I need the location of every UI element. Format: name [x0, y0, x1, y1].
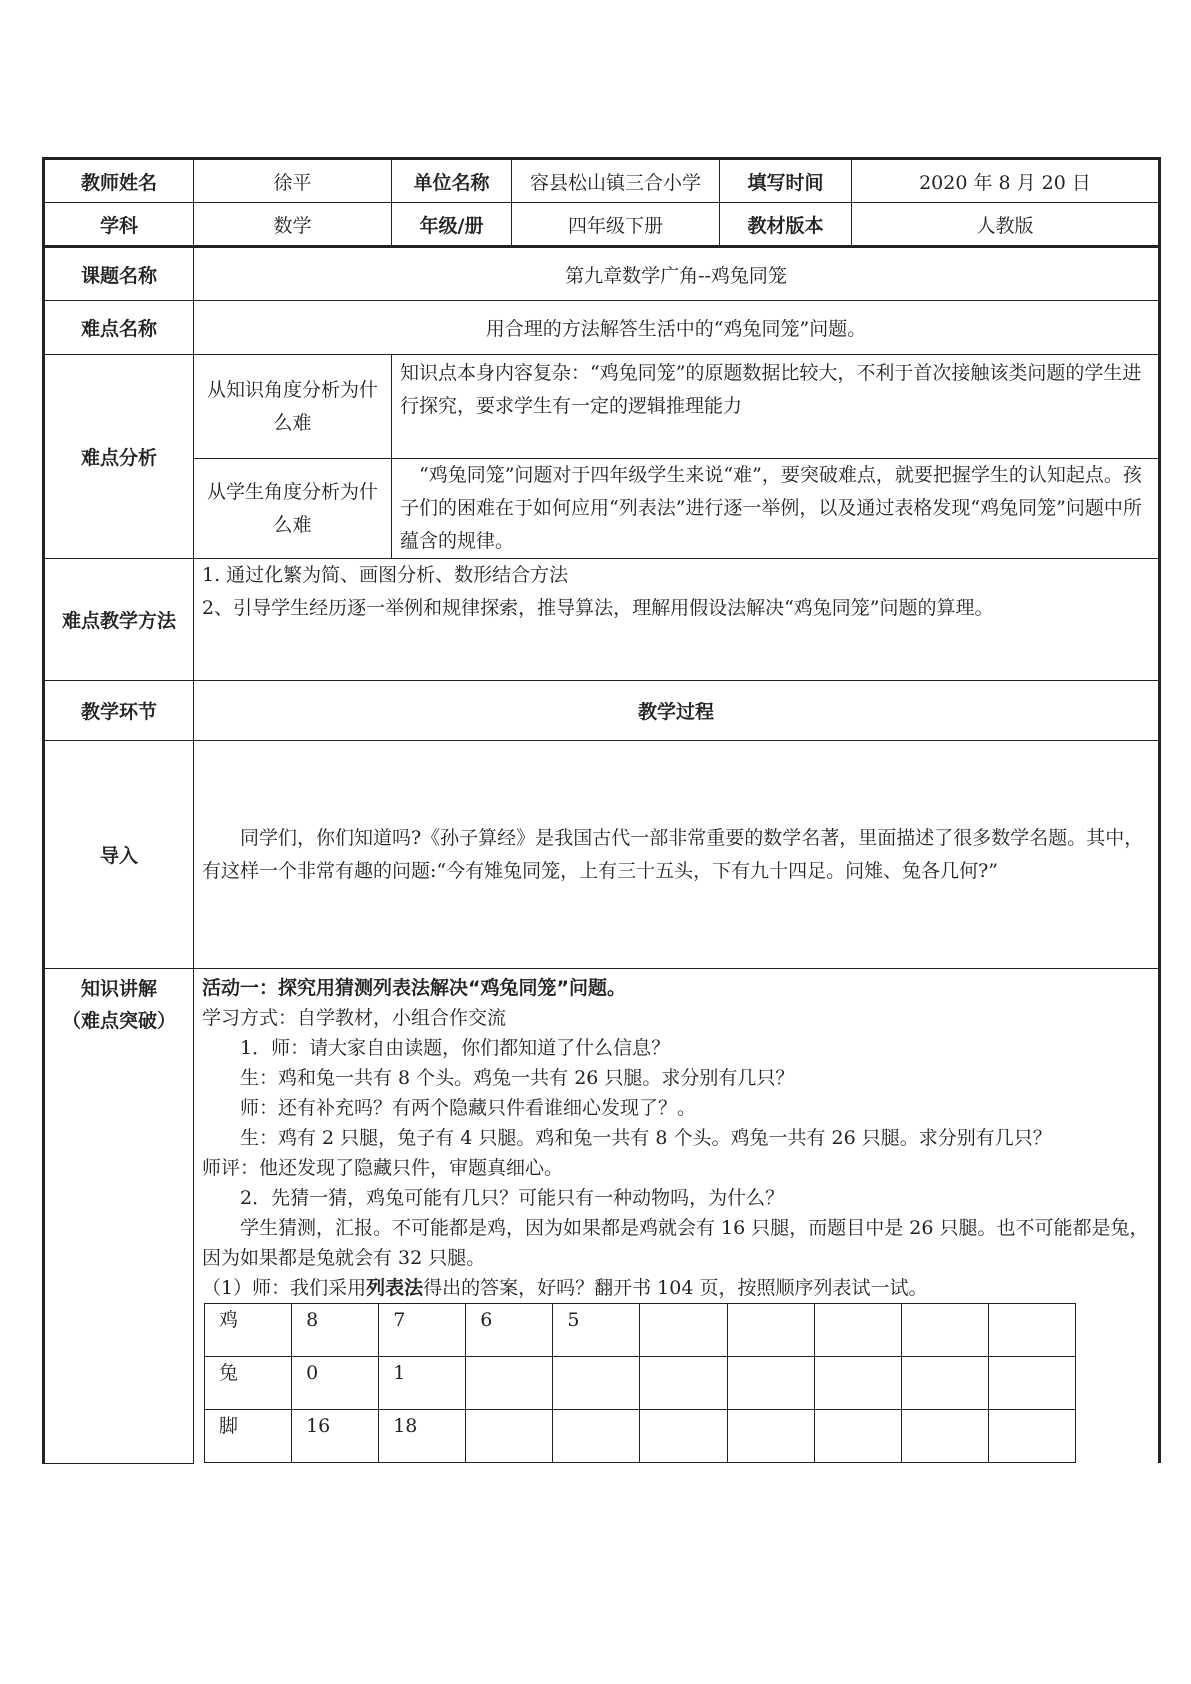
guess-table-cell [727, 1357, 814, 1410]
knowledge-label-line2: （难点突破） [61, 1010, 176, 1032]
guess-table-cell [901, 1304, 988, 1357]
subject-label: 学科 [44, 203, 194, 247]
guess-table-cell: 5 [553, 1304, 640, 1357]
guess-table-cell: 0 [292, 1357, 379, 1410]
guess-table-cell [814, 1304, 901, 1357]
guess-table-cell [727, 1304, 814, 1357]
guess-table-cell [901, 1357, 988, 1410]
guess-table-cell: 6 [466, 1304, 553, 1357]
guess-table-cell [466, 1410, 553, 1463]
grade-label: 年级/册 [392, 203, 512, 247]
knowledge-angle-text: 知识点本身内容复杂：“鸡兔同笼”的原题数据比较大，不利于首次接触该类问题的学生进行探究，要求学生有一定的逻辑推理能力 [392, 355, 1160, 459]
guess-table-cell [814, 1410, 901, 1463]
guess-table-cell: 18 [379, 1410, 466, 1463]
method-label: 难点教学方法 [44, 559, 194, 681]
guess-table-cell [553, 1410, 640, 1463]
difficulty-label: 难点名称 [44, 301, 194, 355]
guess-table-cell: 16 [292, 1410, 379, 1463]
method-line-2: 2、引导学生经历逐一举例和规律探索，推导算法，理解用假设法解决“鸡兔同笼”问题的算理。 [202, 597, 994, 619]
guess-table-cell [901, 1410, 988, 1463]
method-line-1: 1. 通过化繁为简、画图分析、数形结合方法 [202, 564, 569, 586]
guess-table-row [205, 1304, 1076, 1357]
topic-label: 课题名称 [44, 247, 194, 301]
stage-header-label: 教学环节 [44, 681, 194, 741]
fill-date-label: 填写时间 [720, 159, 852, 203]
guess-table-cell [640, 1304, 727, 1357]
unit-name-label: 单位名称 [392, 159, 512, 203]
guess-table-cell: 7 [379, 1304, 466, 1357]
dialogue-line-7: 学生猜测，汇报。不可能都是鸡，因为如果都是鸡就会有 16 只腿，而题目中是 26 只腿。也不可能都是兔，因为如果都是兔就会有 32 只腿。 [202, 1217, 1149, 1269]
topic-value: 第九章数学广角--鸡兔同笼 [194, 247, 1160, 301]
process-header-label: 教学过程 [194, 681, 1160, 741]
guess-table [204, 1303, 1076, 1463]
dialogue-line-4: 生：鸡有 2 只腿，兔子有 4 只腿。鸡和兔一共有 8 个头。鸡兔一共有 26 只腿。求分别有几只？ [240, 1127, 1052, 1149]
fill-date-value: 2020 年 8 月 20 日 [852, 159, 1160, 203]
method-content [194, 559, 1160, 681]
guess-table-cell [640, 1410, 727, 1463]
dialogue-line-1: 1．师：请大家自由读题，你们都知道了什么信息？ [240, 1037, 671, 1059]
guess-table-cell [988, 1304, 1075, 1357]
guess-table-row-label: 脚 [205, 1410, 292, 1463]
edition-value: 人教版 [852, 203, 1160, 247]
guess-table-cell [988, 1410, 1075, 1463]
guess-table-row-label: 鸡 [205, 1304, 292, 1357]
study-mode: 学习方式：自学教材，小组合作交流 [202, 1007, 507, 1029]
guess-table-cell [466, 1357, 553, 1410]
dialogue-line-2: 生：鸡和兔一共有 8 个头。鸡兔一共有 26 只腿。求分别有几只？ [240, 1067, 795, 1089]
dialogue-line-5: 师评：他还发现了隐藏只件，审题真细心。 [202, 1157, 564, 1179]
table-intro-bold: 列表法 [366, 1277, 424, 1299]
table-intro-post: 得出的答案，好吗？翻开书 104 页，按照顺序列表试一试。 [423, 1277, 928, 1299]
guess-table-cell [814, 1357, 901, 1410]
grade-value: 四年级下册 [512, 203, 720, 247]
teacher-name-label: 教师姓名 [44, 159, 194, 203]
guess-table-cell [988, 1357, 1075, 1410]
guess-table-cell: 8 [292, 1304, 379, 1357]
table-intro-pre: （1）师：我们采用 [202, 1277, 367, 1299]
lesson-plan-sheet [42, 157, 1158, 1464]
table-intro [202, 1273, 1150, 1303]
lesson-plan-table [42, 157, 1161, 1464]
student-angle-label: 从学生角度分析为什么难 [194, 459, 392, 559]
intro-text: 同学们，你们知道吗?《孙子算经》是我国古代一部非常重要的数学名著，里面描述了很多数学名题。其中，有这样一个非常有趣的问题:“今有雉兔同笼，上有三十五头，下有九十四足。问雉、兔各几何?” [194, 741, 1160, 969]
knowledge-content [194, 969, 1160, 1464]
knowledge-label-line1: 知识讲解 [80, 978, 157, 1000]
knowledge-angle-label: 从知识角度分析为什么难 [194, 355, 392, 459]
guess-table-cell [640, 1357, 727, 1410]
analysis-label: 难点分析 [44, 355, 194, 559]
guess-table-row-label: 兔 [205, 1357, 292, 1410]
difficulty-value: 用合理的方法解答生活中的“鸡兔同笼”问题。 [194, 301, 1160, 355]
edition-label: 教材版本 [720, 203, 852, 247]
guess-table-cell [727, 1410, 814, 1463]
intro-label: 导入 [44, 741, 194, 969]
activity-title: 活动一：探究用猜测列表法解决“鸡兔同笼”问题。 [202, 977, 626, 999]
guess-table-row [205, 1410, 1076, 1463]
student-angle-text: “鸡兔同笼”问题对于四年级学生来说“难”，要突破难点，就要把握学生的认知起点。孩子们的困难在于如何应用“列表法”进行逐一举例，以及通过表格发现“鸡兔同笼”问题中所蕴含的规律。 [392, 459, 1160, 559]
dialogue-line-3: 师：还有补充吗？有两个隐藏只件看谁细心发现了？。 [240, 1097, 697, 1119]
subject-value: 数学 [194, 203, 392, 247]
guess-table-row [205, 1357, 1076, 1410]
teacher-name-value: 徐平 [194, 159, 392, 203]
guess-table-cell: 1 [379, 1357, 466, 1410]
guess-table-cell [553, 1357, 640, 1410]
unit-name-value: 容县松山镇三合小学 [512, 159, 720, 203]
dialogue-line-6: 2．先猜一猜，鸡兔可能有几只？可能只有一种动物吗，为什么？ [240, 1187, 785, 1209]
knowledge-label [44, 969, 194, 1464]
